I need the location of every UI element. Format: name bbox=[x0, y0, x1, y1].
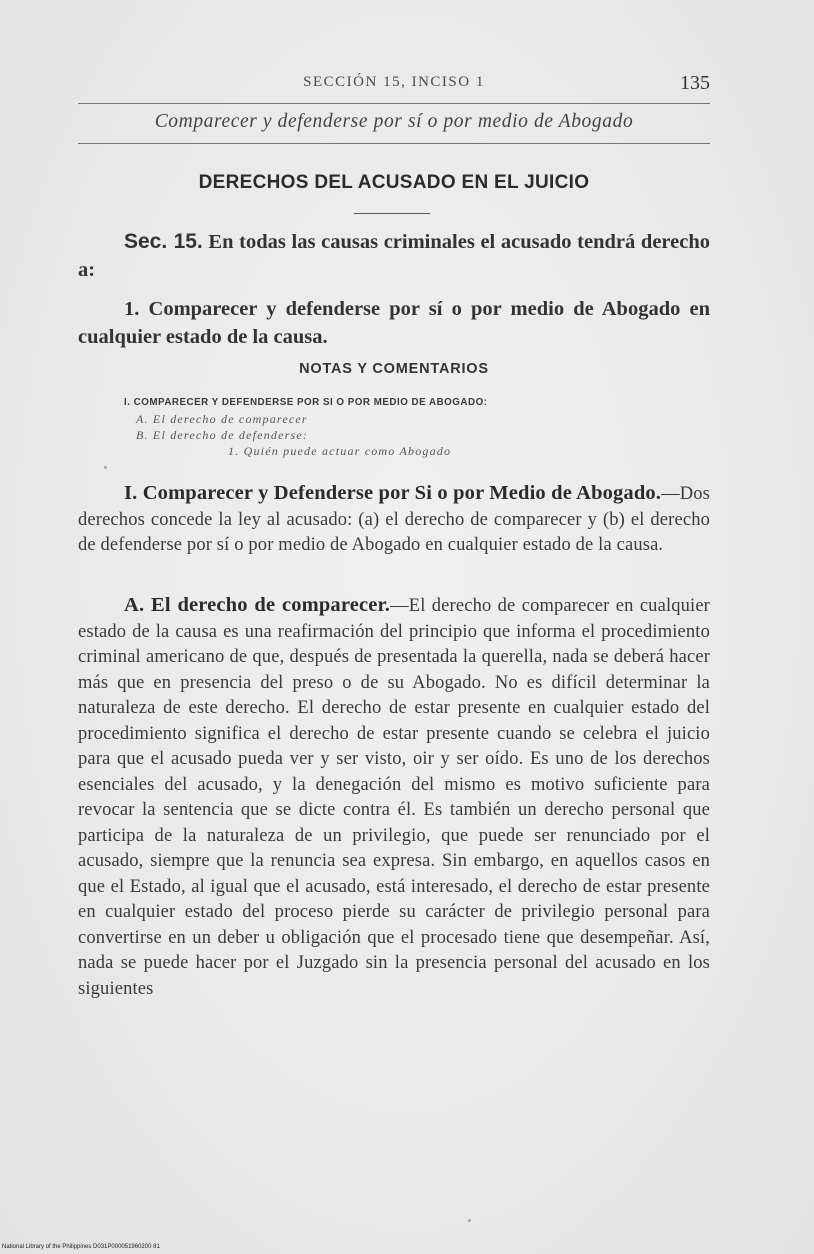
section-label: Sec. 15. bbox=[124, 230, 203, 253]
title-divider bbox=[354, 213, 430, 214]
section-text: En todas las causas criminales el acusado tendrá derecho a: bbox=[78, 231, 710, 281]
outline-item-b1: 1. Quién puede actuar como Abogado bbox=[228, 444, 452, 458]
outline-heading: I. COMPARECER Y DEFENDERSE POR SI O POR MEDIO DE ABOGADO: bbox=[124, 397, 488, 408]
paragraph-2-text: —El derecho de comparecer en cualquier estado de la causa es una reafirmación del principio que informa el procedimiento criminal americano de que, después de presentada la querella, nada se deberá hacer más que en presencia del preso o de su Abogado. No es difícil determinar la naturaleza de este derecho. El derecho de estar presente en cualquier estado del procedimiento significa el derecho de estar presente cuando se celebra el juicio para que el acusado pueda ver y ser visto, oir y ser oído. Es uno de los derechos esenciales del acusado, y la denegación del mismo es motivo suficiente para revocar la sentencia que se dicte contra él. Es también un derecho personal que participa de la naturaleza de un privilegio, que puede ser renunciado por el acusado, siempre que la renuncia sea expresa. Sin embargo, en aquellos casos en que el Estado, al igual que el acusado, está interesado, el derecho de estar presente en cualquier estado del proceso pierde su carácter de privilegio personal para convertirse en un deber u obligación que el procesado tiene que desempeñar. Así, nada se puede hacer por el Juzgado sin la presencia personal del acusado en los siguientes bbox=[78, 596, 710, 999]
notes-outline bbox=[124, 395, 724, 459]
paragraph-1 bbox=[78, 481, 710, 559]
header-rule-top bbox=[78, 103, 710, 104]
item-1: 1. Comparecer y defenderse por sí o por medio de Abogado en cualquier estado de la causa. bbox=[78, 298, 710, 348]
running-head: SECCIÓN 15, INCISO 1 bbox=[303, 74, 485, 90]
paper-speck bbox=[468, 1219, 471, 1222]
paragraph-1-text: —Dos derechos concede la ley al acusado: (a) el derecho de comparecer y (b) el derecho de defenderse por sí o por medio de Abogado en cualquier estado de la causa. bbox=[78, 484, 710, 555]
page-subhead: Comparecer y defenderse por sí o por medio de Abogado bbox=[154, 111, 634, 132]
paragraph-2-heading: A. El derecho de comparecer. bbox=[124, 594, 391, 616]
outline-item-b: B. El derecho de defenderse: bbox=[136, 428, 309, 442]
notes-title: NOTAS Y COMENTARIOS bbox=[299, 361, 489, 377]
paragraph-1-heading: I. Comparecer y Defenderse por Si o por Medio de Abogado. bbox=[124, 482, 662, 504]
page-header bbox=[78, 70, 710, 100]
page-number: 135 bbox=[680, 72, 710, 94]
scan-footer: National Library of the Philippines D031P000051960200 81 bbox=[2, 1244, 160, 1250]
paper-speck bbox=[104, 466, 107, 469]
header-rule-bottom bbox=[78, 143, 710, 144]
section-statement bbox=[78, 228, 710, 284]
outline-item-a: A. El derecho de comparecer bbox=[136, 412, 308, 426]
chapter-title: DERECHOS DEL ACUSADO EN EL JUICIO bbox=[198, 172, 590, 193]
paragraph-2 bbox=[78, 593, 710, 1002]
